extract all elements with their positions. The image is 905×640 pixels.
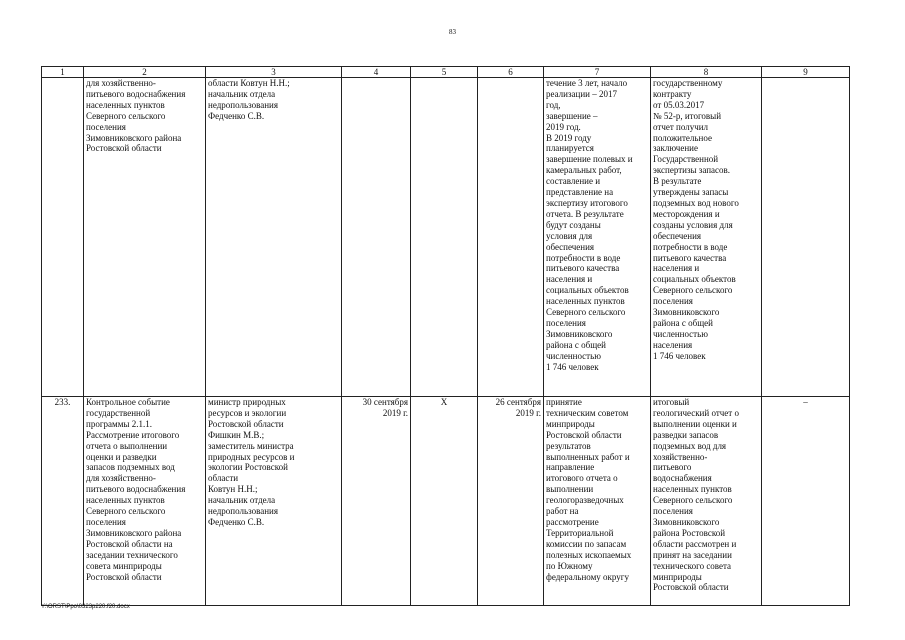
header-cell: 4	[342, 67, 411, 78]
page-number: 83	[449, 28, 456, 36]
header-cell: 3	[206, 67, 342, 78]
table-cell	[762, 78, 850, 397]
actual-date: 26 сентября 2019 г.	[478, 397, 544, 606]
header-row	[42, 67, 850, 78]
responsible-persons: министр природных ресурсов и экологии Ростовской области Фишкин М.В.; заместитель министра природных ресурсов и экологии Ростовской области Ковтун Н.Н.; начальник отдела недропользования Федченко С.В.	[206, 397, 342, 606]
planned-result: течение 3 лет, начало реализации – 2017 год, завершение – 2019 год. В 2019 году планируется завершение полевых и камеральных работ, составление и представление на экспертизу итогового отчета. В результате будут созданы условия для обеспечения потребности в воде питьевого качества населения и социальных объектов населенных пунктов Северного сельского поселения Зимовниковского района с общей численностью 1 746 человек	[544, 78, 651, 397]
planned-result: принятие техническим советом минприроды Ростовской области результатов выполненных работ и направление итогового отчета о выполнении геологоразведочных работ на рассмотрение Территориальной комиссии по запасам полезных ископаемых по Южному федеральному округу	[544, 397, 651, 606]
responsible-persons: области Ковтун Н.Н.; начальник отдела недропользования Федченко С.В.	[206, 78, 342, 397]
table-cell	[342, 78, 411, 397]
header-cell: 5	[411, 67, 478, 78]
table-cell	[42, 78, 84, 397]
header-cell: 7	[544, 67, 651, 78]
actual-result: итоговый геологический отчет о выполнении оценки и разведки запасов подземных вод для хозяйственно- питьевого водоснабжения населенных пунктов Северного сельского поселения Зимовниковского района Ростовской области рассмотрен и принят на заседании технического совета минприроды Ростовской области	[651, 397, 762, 606]
actual-result: государственному контракту от 05.03.2017 № 52-р, итоговый отчет получил положительное заключение Государственной экспертизы запасов. В результате утверждены запасы подземных вод нового месторождения и созданы условия для обеспечения потребности в воде питьевого качества населения и социальных объектов Северного сельского поселения Зимовниковского района с общей численностью населения 1 746 человек	[651, 78, 762, 397]
header-cell: 2	[84, 67, 206, 78]
header-cell: 6	[478, 67, 544, 78]
table-row	[42, 397, 850, 606]
event-description: для хозяйственно- питьевого водоснабжения населенных пунктов Северного сельского поселения Зимовниковского района Ростовской области	[84, 78, 206, 397]
table-cell	[478, 78, 544, 397]
header-cell: 8	[651, 67, 762, 78]
table-cell	[411, 78, 478, 397]
event-description: Контрольное событие государственной программы 2.1.1. Рассмотрение итогового отчета о выполнении оценки и разведки запасов подземных вод для хозяйственно- питьевого водоснабжения населенных пунктов Северного сельского поселения Зимовниковского района Ростовской области на заседании технического совета минприроды Ростовской области	[84, 397, 206, 606]
file-path-footer: Y:\ORST\Ppo\0323p220.f20.docx	[41, 604, 130, 610]
table-row	[42, 78, 850, 397]
row-number: 233.	[42, 397, 84, 606]
report-table	[41, 66, 850, 606]
status-mark: Х	[411, 397, 478, 606]
notes: –	[762, 397, 850, 606]
header-cell: 1	[42, 67, 84, 78]
planned-date: 30 сентября 2019 г.	[342, 397, 411, 606]
header-cell: 9	[762, 67, 850, 78]
